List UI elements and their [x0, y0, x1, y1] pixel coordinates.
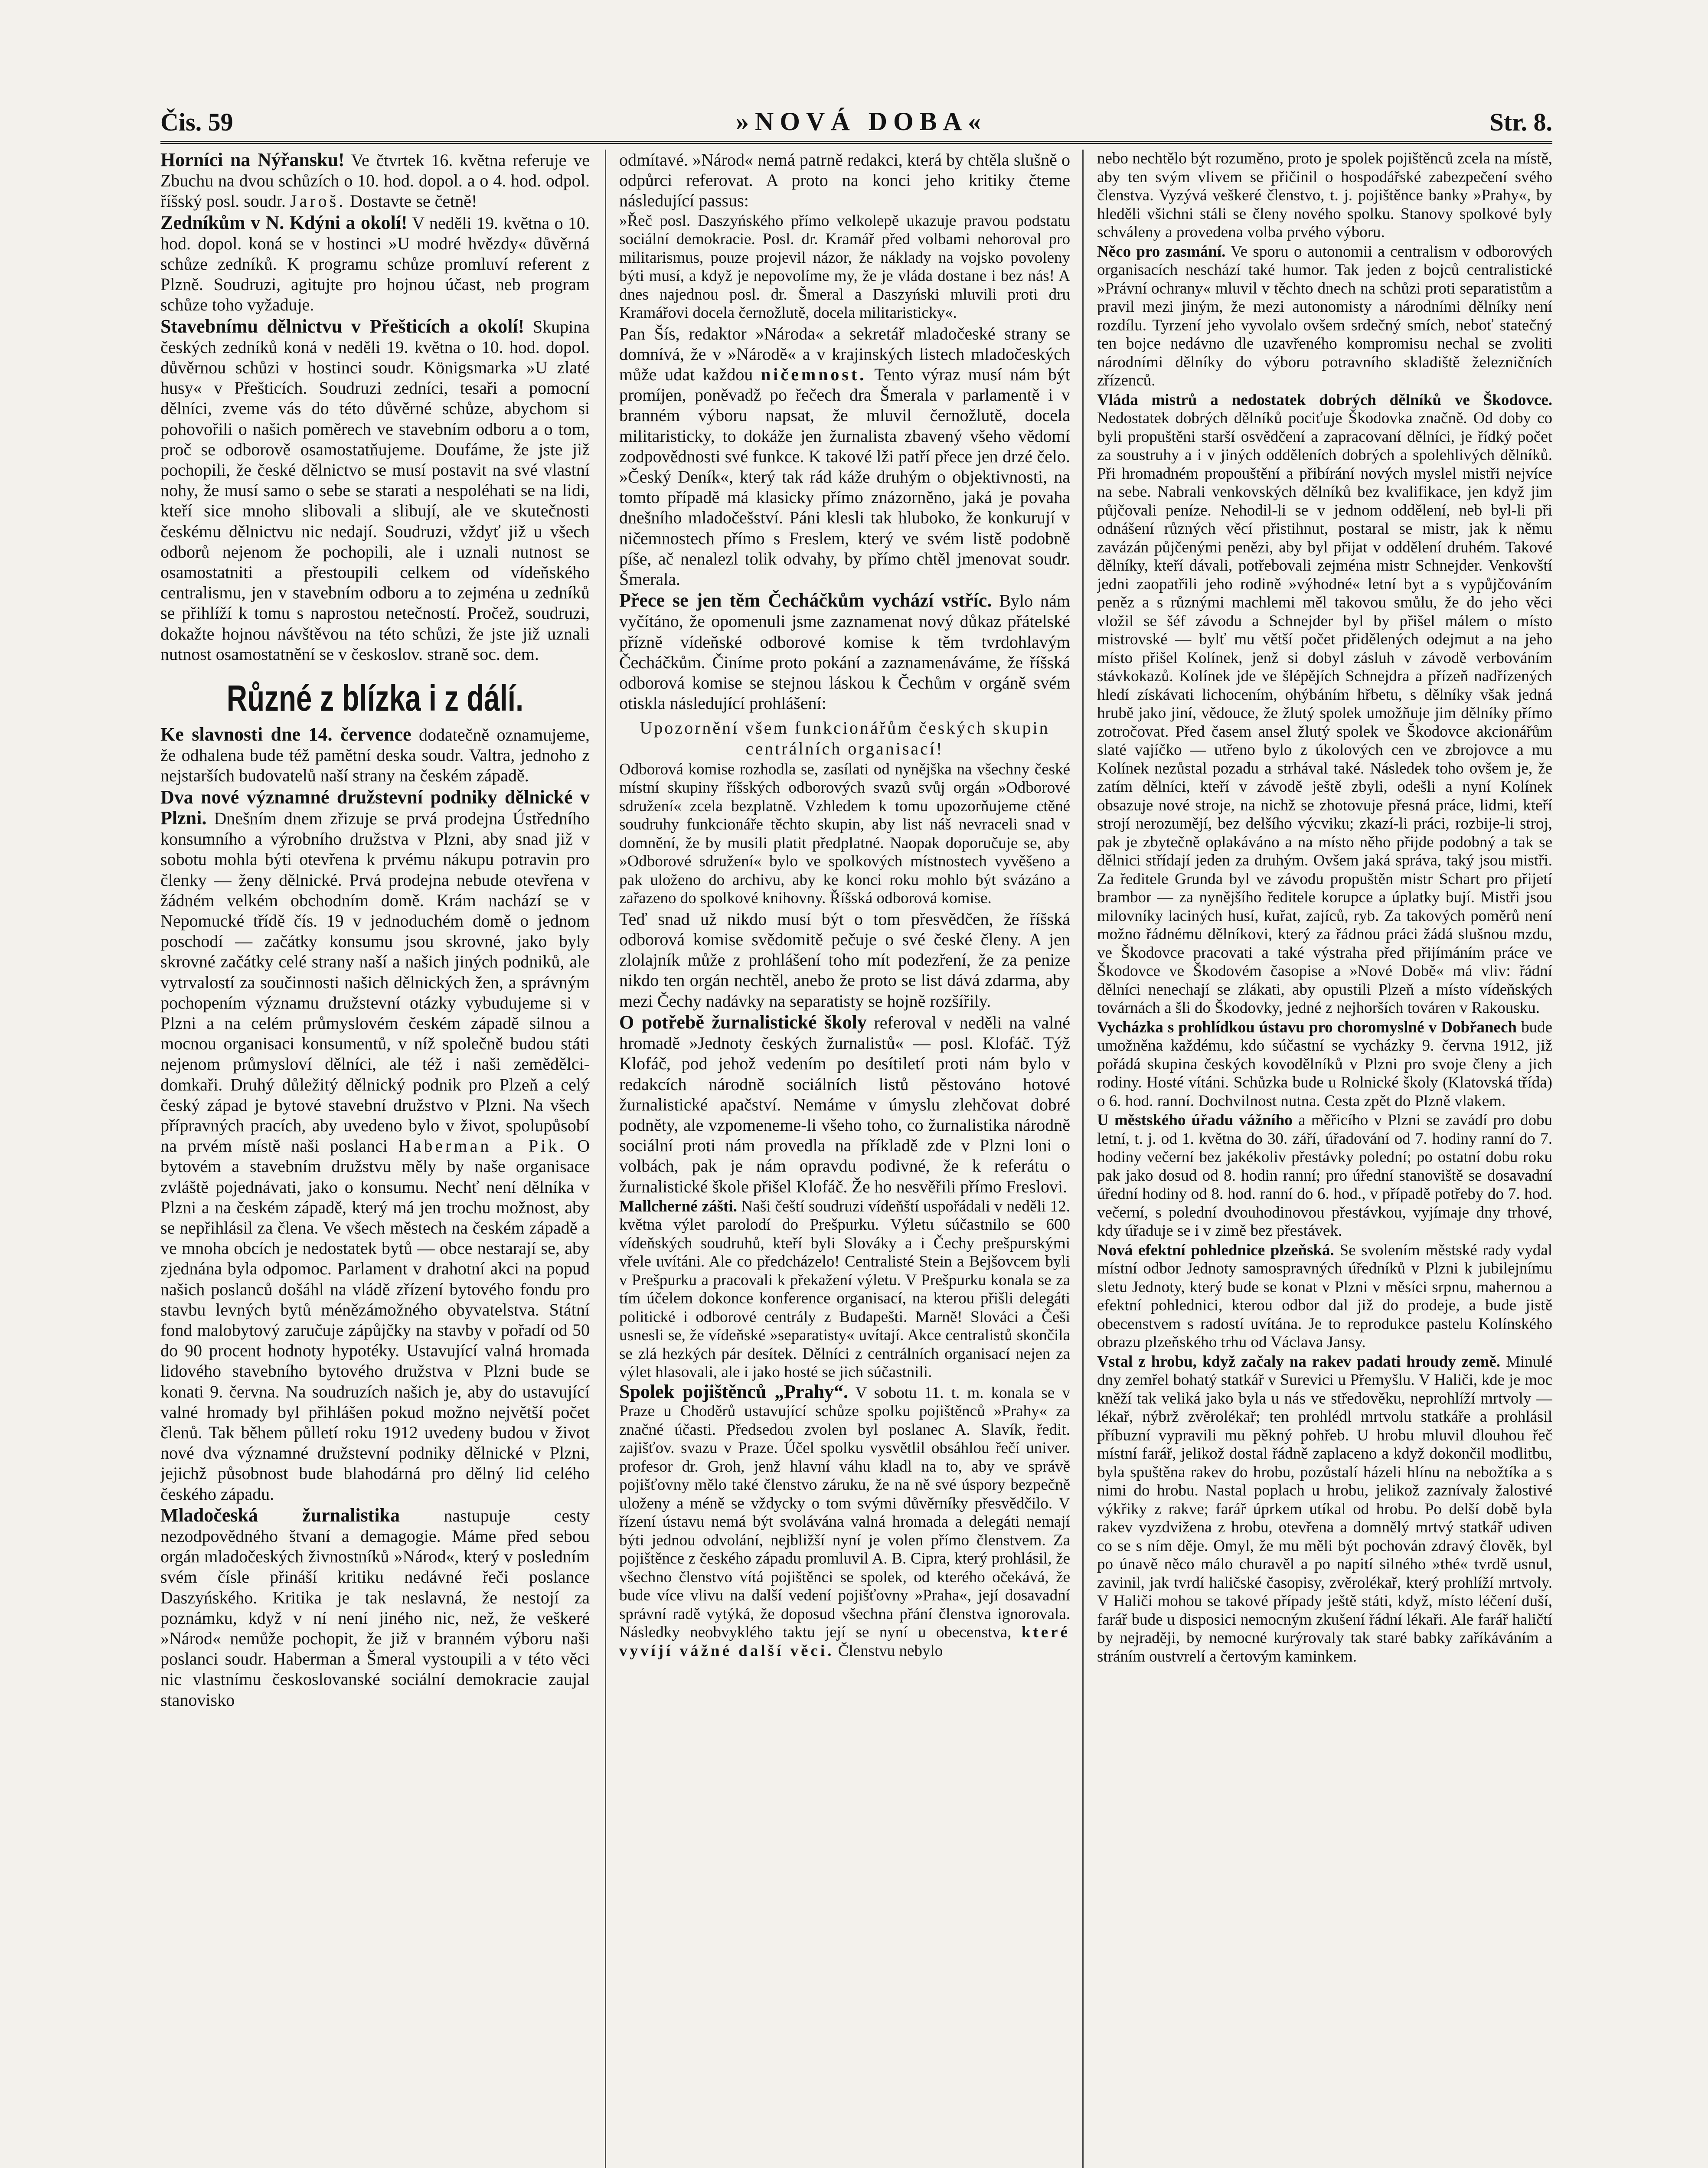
article-cechackum: Přece se jen těm Čecháčkům vychází vstříc. Bylo nám vyčítáno, že opomenuli jsme zaznamenat nový důkaz přátelské přízně vídeňské odborové komise k těm tvrdohlavým Čecháčkům. Činíme proto pokání a zaznamenáváme, že říšská odborová komise se stejnou láskou k Čechům v orgáně svém otiskla následující prohlášení: — [619, 590, 1070, 713]
paragraph: nebo nechtělo být rozuměno, proto je spolek pojištěnců zcela na místě, aby ten svým vlivem se přičinil o hospodářské zabezpečení svého členstva. Vyzývá veškeré členstvo, t. j. pojištěnce banky »Prahy«, by hleděli všichni stáli se členy nového spolku. Stanovy spolkové byly schváleny a provedena volba prvého výboru. — [1097, 150, 1552, 241]
page-header — [160, 89, 1552, 144]
paragraph: odmítavé. »Národ« nemá patrně redakci, která by chtěla slušně o odpůrci referovat. A proto na konci jeho kritiky čteme následující passus: — [619, 150, 1070, 211]
article-vstal-z-hrobu: Vstal z hrobu, když začaly na rakev padati hroudy země. Minulé dny zemřel bohatý statkář v Surevici u Přemyšlu. V Haliči, kde je moc kněží tak veliká jako byla u nás ve středověku, neprohlíží mrtvoly — lékař, nýbrž zvěrolékař; ten prohlédl mrtvolu statkáře a prohlásil příbuzní vypravili mu pěkný pohřeb. U hrobu mluvil dlouhou řeč místní farář, jelikož dostal řádně zaplaceno a když dokončil modlitbu, byla spuštěna rakev do hrobu, pozůstalí házeli hlínu na nebožtíka a s nimi do hrobu. Nastal poplach u hrobu, jelikož zaznívaly žalostivé výkřiky z rakve; farář úprkem utíkal od hrobu. Po delší době byla rakev vyzdvižena z hrobu, otevřena a domnělý mrtvý statkář udiven co se s ním děje. Omyl, že mu měli být pochován zdravý člověk, byl po únavě něco málo churavěl a po napití silného »thé« tvrdě usnul, zavinil, jak tvrdí haličské časopisy, zvěrolékař, který prohlíží mrtvoly. V Haliči mohou se takové případy ještě státi, když, místo léčení duší, farář bude u disposici nemocným zkušení řádní lékaři. Ale farář haličtí by nejraději, by nemocné kurýrovaly tak staré babky zaříkáváním a stráním oustvrelí a čertovým kaminkem. — [1097, 1352, 1552, 1665]
section-title: Různé z blízka i z dálí. — [226, 678, 524, 719]
headline: Nová efektní pohlednice plzeňská. — [1097, 1241, 1334, 1259]
article-zasmani: Něco pro zasmání. Ve sporu o autonomii a centralism v odborových organisacích neschází také humor. Tak jeden z bojců centralistické »Právní ochrany« mluvil v těchto dnech na schůzi proti separatistům a pravil mezi jiným, že mezi autonomisty a národními dělníky není rozdílu. Tyrzení jeho vyvolalo ovšem srdečný smích, neboť statečný ten bojce nedávno dle uzavřeného kompromisu nechal se zvoliti národními dělníky do výboru potravního skladiště železničních zřízenců. — [1097, 242, 1552, 389]
article-spolek-prahy: Spolek pojištěnců „Prahy“. V sobotu 11. t. m. konala se v Praze u Choděrů ustavující schůze spolku pojištěnců »Prahy« za značné účasti. Předsedou zvolen byl poslanec A. Slavík, ředit. zajišťov. svazu v Praze. Účel spolku vysvětlil obsáhlou řečí univer. profesor dr. Groh, jenž hlavní váhu kladl na to, aby ve správě pojišťovny mělo také členstvo záruku, že na ně své úspory bezpečně uloženy a méně se vždycky o tom svými důvěrníky přesvědčilo. V řízení ústavu nemá být svolávána valná hromada a delegáti nemají býti jednou odvolání, nejbližší nyní je volen přímo členstvem. Za pojištěnce z českého západu promluvil A. B. Cipra, který prohlásil, že všechno členstvo vítá pojištěnci se spolek, od kterého očekává, že bude více vlivu na další vedení pojišťovny »Praha«, její dosavadní správní radě vytýká, že doposud všechna přání členstva ignorovala. Následky neobvyklého taktu její se nyní u obecenstva, které vyvíjí vážné další věci. Členstvu nebylo — [619, 1381, 1070, 1660]
page-number: Str. 8. — [1489, 108, 1552, 136]
masthead: »NOVÁ DOBA« — [736, 107, 987, 136]
headline: Něco pro zasmání. — [1097, 242, 1226, 261]
headline: Stavebnímu dělnictvu v Přešticích a okolí! — [160, 315, 525, 337]
article-zurnalistika: Mladočeská žurnalistika nastupuje cesty nezodpovědného štvaní a demagogie. Máme před sebou orgán mladočeských živnostníků »Národ«, který v posledním svém čísle přináší kritiku nedávné řeči poslance Daszyńského. Kritika je tak neslavná, že nestojí za poznámku, když v ní není jiného nic, než, že veškeré »Národ« nemůže pochopit, že již v branném výboru naši poslanci soudr. Haberman a Šmeral vystoupili a v této věci nic vlastnímu českoslovanské sociální demokracie zaujal stanovisko — [160, 1504, 590, 1710]
headline: Mladočeská žurnalistika — [160, 1504, 400, 1526]
headline: Vláda mistrů a nedostatek dobrých dělníků ve Škodovce. — [1097, 391, 1552, 409]
article-druzstva: Dva nové významné družstevní podniky dělnické v Plzni. Dnešním dnem zřizuje se prvá prodejna Ústředního konsumního a výrobního družstva v Plzni, aby snad již v sobotu mohla býti otevřena k prvému nákupu potravin pro členky — ženy dělnické. Prvá prodejna nebude otevřena v žádném velkém obchodním domě. Krám nachází se v Nepomucké třídě čís. 19 v jednoduchém domě o jednom poschodí — začátky konsumu jsou skrovné, jako byly skrovné začátky celé strany naší a našich jiných podniků, ale vytrvalostí za součinnosti našich dělnických žen, a správným pochopením významu družstevní otázky vybudujeme si v Plzni a na celém průmyslovém českém západě silnou a mocnou organisaci konsumentů, v níž společně budou státi nejenom průmysloví dělníci, ale též i naši zemědělci-domkaři. Druhý důležitý dělnický podnik pro Plzeň a celý český západ je bytové stavební družstvo v Plzni. Na všech přípravných pracích, aby uvedeno bylo v život, spolupůsobí na prvém místě naši poslanci Haberman a Pik. O bytovém a stavebním družstvu měly by naše organisace zvláště pojednávati, jako o konsumu. Nechť není dělníka v Plzni a na českém západě, který má jen trochu možnost, aby se nepřihlásil za člena. Ve všech městech na českém západě a ve mnoha obcích je nedostatek bytů — obce nestarají se, aby zjednána byla odpomoc. Parlament v drahotní akci na popud našich poslanců došáhl na vládě zřízení bytového fondu pro stavbu levných bytů ménězámožného obyvatelstva. Státní fond malobytový zaručuje zápůjčky na stavby v pořadí od 50 do 90 procent hodnoty hypotéky. Ustavující valná hromada lidového stavebního bytového družstva v Plzni bude se konati 9. června. Na soudruzích našich je, aby do ustavující valné hromady byl přihlášen pokud možno největší počet členů. Tak během půlletí roku 1912 uvedeny budou v život nové dva významné družstevní podniky dělnické v Plzni, jejichž působnost bude blahodárná pro dělný lid celého českého západu. — [160, 786, 590, 1504]
article-columns — [160, 150, 1552, 2168]
column-3 — [1097, 150, 1552, 2168]
headline: Ke slavnosti dne 14. července — [160, 724, 411, 745]
headline: Přece se jen těm Čecháčkům vychází vstříc. — [619, 590, 992, 611]
column-2 — [619, 150, 1070, 2168]
headline: Dva nové významné družstevní podniky dělnické v Plzni. — [160, 786, 590, 829]
headline: Vycházka s prohlídkou ústavu pro choromyslné v Dobřanech — [1097, 1018, 1517, 1036]
headline: U městského úřadu vážního — [1097, 1111, 1293, 1129]
article-vychazka: Vycházka s prohlídkou ústavu pro choromyslné v Dobřanech bude umožněna každému, kdo súčastní se vycházky 9. června 1912, již pořádá skupina českých kovodělníků v Plzni pro svoje členy a jich rodiny. Hosté vítáni. Schůzka bude u Rolnické školy (Klatovská třída) o 6. hod. ranní. Dochvilnost nutna. Cesta zpět do Plzně vlakem. — [1097, 1018, 1552, 1110]
column-divider — [1082, 150, 1084, 2168]
quote: »Řeč posl. Daszyńského přímo velkolepě ukazuje pravou podstatu sociální demokracie. Posl. dr. Kramář před volbami nehoroval pro militarismus, pouze projevil názor, že náklady na vojsko povoleny býti musí, a když je nepovolíme my, že je vláda dostane i bez nás! A dnes najednou posl. dr. Šmeral a Daszyński mluvili proti dru Kramářovi docela černožlutě, docela militaristicky«. — [619, 212, 1070, 322]
headline: Vstal z hrobu, když začaly na rakev padati hroudy země. — [1097, 1352, 1501, 1371]
headline: Horníci na Nýřansku! — [160, 150, 345, 170]
headline: Zedníkům v N. Kdýni a okolí! — [160, 212, 408, 233]
article-nyransko: Horníci na Nýřansku! Ve čtvrtek 16. května referuje ve Zbuchu na dvou schůzích o 10. hod. dopol. a o 4. hod. odpol. říšský posl. soudr. Jaroš. Dostavte se četně! — [160, 150, 590, 211]
article-kdyne: Zedníkům v N. Kdýni a okolí! V neděli 19. května o 10. hod. dopol. koná se v hostinci »U modré hvězdy« důvěrná schůze zedníků. K programu schůze promluví referent z Plzně. Soudruzi, agitujte pro hojnou účast, neb program schůze toho vyžaduje. — [160, 212, 590, 315]
issue-number: Čis. 59 — [160, 108, 233, 136]
article-vazni-urad: U městského úřadu vážního a měřicího v Plzni se zavádí pro dobu letní, t. j. od 1. května do 30. září, úřadování od 7. hodiny ranní do 7. hodiny večerní bez jakékoliv přestávky polední; po ostatní dobu roku pak jako dosud od 8. hodin ranní; pro úřední stanoviště se dosavadní úřední hodiny od 8. hod. ranní do 6. hod., v případě potřeby do 7. hod. večerní, s polední dvouhodinovou přestávkou, vyjímaje dny trhové, kdy úřaduje se i v zimě bez přestávek. — [1097, 1111, 1552, 1240]
headline: O potřebě žurnalistické školy — [619, 1011, 867, 1033]
headline: Mallcherné zášti. — [619, 1197, 737, 1215]
paragraph: Teď snad už nikdo musí být o tom přesvědčen, že říšská odborová komise svědomitě pečuje o své české členy. A jen zlolajník může z prohlášení toho mít podezření, že za penize nikdo ten orgán nechtěl, anebo že proto se list dává zdarma, aby mezi Čechy nadávky na separatisty se hojně rozšířily. — [619, 909, 1070, 1011]
headline: Spolek pojištěnců „Prahy“. — [619, 1381, 849, 1402]
paragraph: Pan Šís, redaktor »Národa« a sekretář mladočeské strany se domnívá, že v »Národě« a v krajinských listech mladočeských může udat každou ničemnost. Tento výraz musí nám být promíjen, poněvadž po řečech dra Šmerala v parlamentě i v branném výboru napsat, že mluvil černožlutě, docela militaristicky, to dokáže jen žurnalista zbavený všeho vědomí zodpovědnosti své funkce. K takové lži patří přece jen drzé čelo. »Český Deník«, který tak rád káže druhým o objektivnosti, na tomto případě má klasicky přímo znázorněno, jaká je povaha dnešního mladočešství. Páni klesli tak hluboko, že konkurují v ničemnostech přímo s Freslem, který ve svém listě podobně píše, ač nenalezl tolik odvahy, by přímo chtěl jmenovat soudr. Šmerala. — [619, 323, 1070, 589]
column-1 — [160, 150, 590, 2168]
article-slavnost: Ke slavnosti dne 14. července dodatečně oznamujeme, že odhalena bude též pamětní deska soudr. Valtra, jednoho z nejstarších budovatelů naší strany na českém západě. — [160, 724, 590, 786]
notice-title: Upozornění všem funkcionářům českých skupin centrálních organisací! — [640, 718, 1050, 758]
article-zasti: Mallcherné zášti. Naši čeští soudruzi vídeňští uspořádali v neděli 12. května výlet parolodí do Prešpurku. Výletu súčastnilo se 600 vídeňských soudruhů, kteří byli Slováky a i Čechy prešpurskými vřele uvítáni. Ale co předcházelo! Centralisté Stein a Bejšovcem byli v Prešpurku a pracovali k překažení výletu. V Prešpurku konala se za tím účelem dokonce konference organisací, na kterou přišli delegáti politické i odborové centrály z Budapešti. Marně! Slováci a Češi usnesli se, že vídeňské »separatisty« uvítají. Akce centralistů skončila se zlá hezkých pár desítek. Dělníci z centrálních organisací nejen za výlet hlasovali, ale i jako hosté se jich súčastnili. — [619, 1197, 1070, 1381]
notice-text: Odborová komise rozhodla se, zasílati od nynějška na všechny české místní skupiny říšských odborových svazů svůj orgán »Odborové sdružení« zcela bezplatně. Vzhledem k tomu upozorňujeme ctěné soudruhy funkcionáře těchto skupin, aby list náš nevraceli snad v domnění, že by musili platit předplatné. Naopak doporučuje se, aby »Odborové sdružení« bylo ve spolkových místnostech vyvěšeno a pak uloženo do archivu, aby ke konci roku mohlo být svázáno a zařazeno do spolkové knihovny. Říšská odborová komise. — [619, 760, 1070, 908]
article-prestice: Stavebnímu dělnictvu v Přešticích a okolí! Skupina českých zedníků koná v neděli 19. května o 10. hod. dopol. důvěrnou schůzi v hostinci soudr. Königsmarka »U zlaté husy« v Přešticích. Soudruzi zedníci, tesaři a pomocní dělníci, zveme vás do této důvěrné schůze, abychom si pohovořili o našich poměrech ve stavebním odboru a o tom, proč se odborově osamostatňujeme. Doufáme, že jste již pochopili, že české dělnictvo se musí postavit na své vlastní nohy, že musí samo o sebe se starati a nespoléhati se na lidi, kteří sice mnoho slibovali a slibují, ale ve skutečnosti českému dělnictvu nic nedají. Soudruzi, vždyť již u všech odborů nejenom že pochopili, ale i uznali nutnost se osamostatniti a přestoupili celkem od vídeňského centralismu, jen v stavebním odboru a to zejména u zedníků se přihlíží k tomu s naprostou netečností. Pročež, soudruzi, dokažte hojnou návštěvou na této schůzi, že jste již uznali nutnost osamostatnění se v českoslov. straně soc. dem. — [160, 315, 590, 664]
column-divider — [605, 150, 606, 2168]
article-pohlednice: Nová efektní pohlednice plzeňská. Se svolením městské rady vydal místní odbor Jednoty samospravných úředníků v Plzni k jubilejnímu sletu Jednoty, který bude se konat v Plzni v měsíci srpnu, mahernou a efektní pohlednici, kterou odbor dal již do prodeje, a bude jistě obecenstvem s radostí uvítána. Je to reprodukce pastelu Kolínského obrazu plzeňského trhu od Václava Jansy. — [1097, 1241, 1552, 1351]
article-skodovka: Vláda mistrů a nedostatek dobrých dělníků ve Škodovce. Nedostatek dobrých dělníků pociťuje Škodovka značně. Od doby co byli propuštěni starší osvědčení a zapracovaní dělníci, je řídký počet za soustruhy a i v jiných odděleních dobrých a spolehlivých dělníků. Při hromadném propouštění a přibírání nových myslel mistři nejvíce na sebe. Nabrali venkovských dělníků bez kvalifikace, jen když jim půjčovali peníze. Nehodil-li se v jednom oddělení, neb byl-li při odnášení různých věcí přistihnut, postaral se mistr, jak k němu zavázán půjčenými penězi, aby byl přijat v oddělení druhém. Takové dělníky, kteří dávali, potřebovali zejména mistr Schnejder. Venkovští jedni zaopatřili jeho rodině »výhodné« letní byt a s vypůjčováním peněz a s různými machlemi měl takovou smůlu, že do jeho věci vložil se šéf závodu a Schnejder byl by přišel málem o místo mistrovské — bylť mu větší počet přidělených odejmut a na jeho místo přišel Kolínek, jenž si dobyl zásluh v závodě verbováním stávkokazů. Kolínek jde ve šlépějích Schnejdra a přízeň nadřízených hledí získávati lichocením, ohýbáním hřbetu, s dělníky však jedná hrubě jako jiní, vědouce, že žlutý spolek umožňuje jim dělníky přímo zotročovat. Před časem ansel žlutý spolek ve Škodovce akcionářům slaté vajíčko — utřeno bylo z úkolových cen ve zbrojovce a mu Kolínek nezůstal pozadu a strhával také. Následek toho ovšem je, že zatím dělníci, kteří v závodě ještě zbyli, odešli a nyní Kolínek obsazuje nové stroje, na nichž se zhotovuje přesná práce, lidmi, kteří strojí nerozumějí, bez delšího výcviku; zkazí-li práci, rozbije-li stroj, pak je zbytečně oplakáváno a na místo něho přijde podobný a tak se dělnici střídají jeden za druhým. Ovšem jaká správa, taký jsou mistři. Za ředitele Grunda byl ve závodu propuštěn mistr Schart pro přijetí brambor — za nynějšího ředitele korupce a úplatky bují. Mistři jsou milovníky laciných husí, kuřat, zajíců, ryb. Za takových poměrů není možno řádnému dělníkovi, který za řádnou práci žádá slušnou mzdu, ve Škodovce pracovati a také výstraha před přijímáním práce ve Škodovce ve Škodovém časopise a »Nové Době« má vliv: řádní dělníci nenechají se zlákati, aby opustili Plzeň a místo vídeňských továrnách a šli do Škodovky, jedné z nejhorších továren v Rakousku. — [1097, 391, 1552, 1017]
article-zurnalisticka-skola: O potřebě žurnalistické školy referoval v neděli na valné hromadě »Jednoty českých žurnalistů« — posl. Klofáč. Týž Klofáč, pod jehož vedením po desítiletí proti nám bylo v redakcích národně sociálních listů pěstováno hotové žurnalistické apačství. Nemáme v úmyslu zlehčovat dobré podněty, ale vzpomeneme-li všeho toho, co žurnalistika národně sociální proti nám provedla na příkladě zde v Plzni loni o volbách, pak je nám opravdu podivné, že k referátu o žurnalistické škole přišel Klofáč. Že ho nesvěřili přímo Freslovi. — [619, 1011, 1070, 1196]
